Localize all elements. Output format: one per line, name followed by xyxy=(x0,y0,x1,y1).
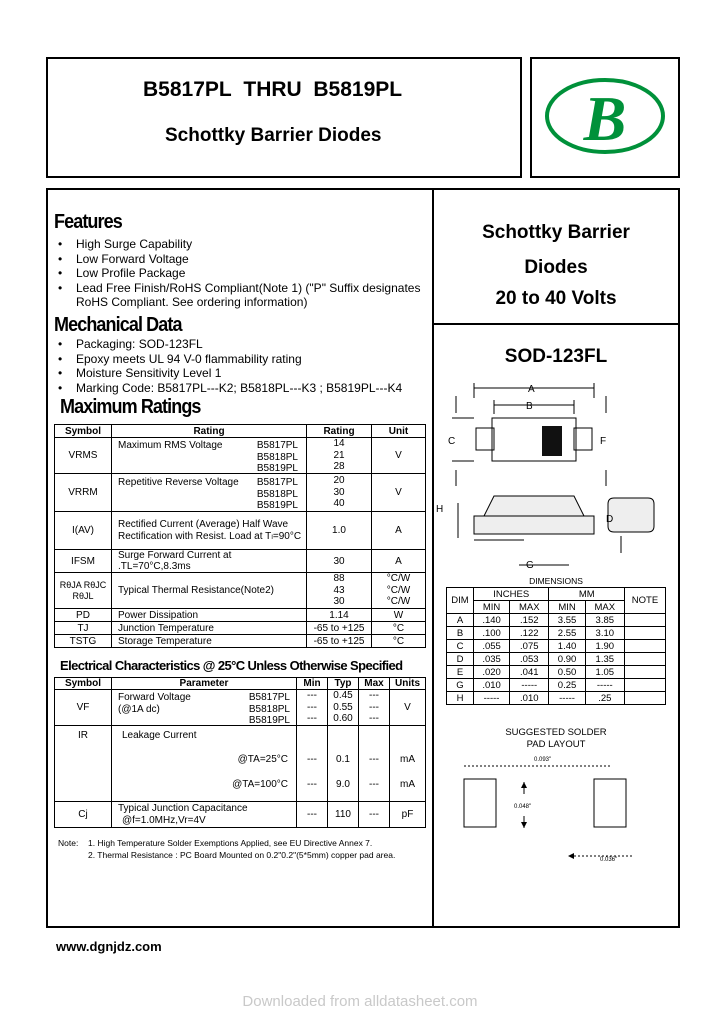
table-cell: V xyxy=(372,438,426,474)
table-cell: 30 xyxy=(307,550,372,573)
side-title-3: 20 to 40 Volts xyxy=(495,288,617,309)
table-cell: .055 xyxy=(474,640,510,653)
list-item: • Low Forward Voltage xyxy=(54,252,429,267)
table-cell: 9.0 xyxy=(336,779,350,790)
dimensions-caption: DIMENSIONS xyxy=(529,576,583,586)
table-cell: --- xyxy=(369,713,379,725)
table-cell: 0.50 xyxy=(549,666,585,679)
side-title-2: Diodes xyxy=(524,257,588,278)
table-cell: °C/W xyxy=(386,596,411,608)
table-cell: --- xyxy=(307,690,317,702)
table-header: MIN xyxy=(474,601,510,614)
table-cell: .075 xyxy=(510,640,549,653)
table-cell: 0.60 xyxy=(333,713,353,725)
table-cell: VRMS xyxy=(55,438,112,474)
table-cell: 0.45 xyxy=(333,690,353,702)
table-cell: --- xyxy=(307,754,317,765)
table-header: Symbol xyxy=(55,425,112,438)
table-cell: 3.85 xyxy=(585,614,624,627)
table-cell: V xyxy=(390,690,426,726)
list-item: • High Surge Capability xyxy=(54,237,429,252)
table-row xyxy=(55,573,426,609)
solder-dim-3: 0.036" xyxy=(600,857,618,863)
table-cell: B5817PL xyxy=(256,477,298,488)
table-cell: Rectified Current (Average) Half Wave Rectification with Resist. Load at Tₗ=90°C xyxy=(112,512,307,550)
table-cell: ----- xyxy=(549,692,585,705)
table-cell: Surge Forward Current at .TL=70°C,8.3ms xyxy=(112,550,307,573)
table-header: DIM xyxy=(447,588,474,614)
list-item: • Moisture Sensitivity Level 1 xyxy=(54,366,429,381)
table-cell: B5817PL xyxy=(248,692,290,703)
table-header: Rating xyxy=(112,425,307,438)
table-cell: A xyxy=(372,512,426,550)
table-cell: E xyxy=(447,666,474,679)
mechanical-list xyxy=(54,337,429,395)
logo-letter: B xyxy=(583,83,627,154)
table-cell: .053 xyxy=(510,653,549,666)
table-row xyxy=(55,635,426,648)
table-cell: 0.90 xyxy=(549,653,585,666)
package-drawing xyxy=(434,378,678,578)
table-cell: --- xyxy=(369,701,379,713)
table-cell: 110 xyxy=(328,802,359,828)
table-cell: G xyxy=(447,679,474,692)
solder-title-2: PAD LAYOUT xyxy=(526,739,586,750)
table-header: MIN xyxy=(549,601,585,614)
table-cell: Power Dissipation xyxy=(112,609,307,622)
table-cell: 21 xyxy=(333,449,345,461)
table-cell: --- xyxy=(307,701,317,713)
table-cell: °C xyxy=(372,622,426,635)
table-header: Units xyxy=(390,678,426,690)
table-cell: Junction Temperature xyxy=(112,622,307,635)
list-item: • Epoxy meets UL 94 V-0 flammability rating xyxy=(54,352,429,367)
dimensions-table xyxy=(446,587,666,705)
table-cell: ----- xyxy=(585,679,624,692)
table-row xyxy=(447,640,666,653)
cathode-band xyxy=(542,426,562,456)
table-cell: 1.40 xyxy=(549,640,585,653)
table-cell: .010 xyxy=(510,692,549,705)
table-cell: 40 xyxy=(333,498,345,510)
table-row xyxy=(447,614,666,627)
table-cell: 1.0 xyxy=(307,512,372,550)
table-header: Min xyxy=(297,678,328,690)
company-logo xyxy=(544,77,666,155)
table-cell: B5819PL xyxy=(256,500,298,511)
table-cell: VRRM xyxy=(55,474,112,512)
list-item: • Lead Free Finish/RoHS Compliant(Note 1) ("P" Suffix designates RoHS Compliant. See ordering information) xyxy=(54,281,429,310)
table-cell: RθJA RθJC RθJL xyxy=(55,573,112,609)
table-cell: TJ xyxy=(55,622,112,635)
table-cell: pF xyxy=(390,802,426,828)
table-header: MAX xyxy=(585,601,624,614)
list-item: • Marking Code: B5817PL---K2; B5818PL---K3 ; B5819PL---K4 xyxy=(54,381,429,396)
label-a: A xyxy=(528,384,535,395)
table-cell: --- xyxy=(369,754,379,765)
list-item: • Low Profile Package xyxy=(54,266,429,281)
solder-title-1: SUGGESTED SOLDER xyxy=(505,727,607,738)
features-list xyxy=(54,237,429,310)
table-row xyxy=(55,550,426,573)
table-cell: B xyxy=(447,627,474,640)
table-cell: 20 xyxy=(333,475,345,487)
table-cell: .035 xyxy=(474,653,510,666)
table-cell: -65 to +125 xyxy=(307,635,372,648)
label-f: F xyxy=(600,436,607,447)
table-cell: °C/W xyxy=(386,573,411,585)
table-cell: V xyxy=(372,474,426,512)
label-g: G xyxy=(526,560,534,571)
table-cell: ----- xyxy=(510,679,549,692)
header-title-box xyxy=(46,57,522,178)
table-cell: --- xyxy=(369,779,379,790)
table-header: MM xyxy=(549,588,625,601)
table-row xyxy=(55,512,426,550)
table-cell: @f=1.0MHz,Vr=4V xyxy=(122,814,206,826)
table-cell: Forward Voltage xyxy=(118,692,191,703)
note-2: 2. Thermal Resistance : PC Board Mounted on 0.2"0.2"(5*5mm) copper pad area. xyxy=(88,850,396,860)
table-cell: °C/W xyxy=(386,584,411,596)
table-cell: @TA=25°C xyxy=(237,754,288,765)
table-cell: .25 xyxy=(585,692,624,705)
part-range-title: B5817PL THRU B5819PL xyxy=(143,78,403,101)
side-title-1: Schottky Barrier xyxy=(482,222,630,243)
table-cell: mA xyxy=(400,754,415,765)
table-cell: .122 xyxy=(510,627,549,640)
table-row xyxy=(55,690,426,726)
table-cell: A xyxy=(447,614,474,627)
table-cell: 0.25 xyxy=(549,679,585,692)
table-header: Parameter xyxy=(112,678,297,690)
table-cell: B5819PL xyxy=(256,463,298,474)
table-row xyxy=(447,666,666,679)
table-cell: 3.55 xyxy=(549,614,585,627)
package-title: SOD-123FL xyxy=(504,346,608,367)
table-cell: .010 xyxy=(474,679,510,692)
table-cell: D xyxy=(447,653,474,666)
table-cell: Storage Temperature xyxy=(112,635,307,648)
table-cell: IR xyxy=(55,726,112,802)
table-cell: 43 xyxy=(333,584,345,596)
table-cell: 1.14 xyxy=(307,609,372,622)
table-header: Symbol xyxy=(55,678,112,690)
table-cell: .041 xyxy=(510,666,549,679)
table-header: NOTE xyxy=(625,588,666,614)
table-row xyxy=(447,653,666,666)
table-header: Typ xyxy=(328,678,359,690)
table-cell: 0.1 xyxy=(336,754,350,765)
table-cell: Repetitive Reverse Voltage xyxy=(118,477,239,488)
table-cell: 0.55 xyxy=(333,701,353,713)
table-cell: PD xyxy=(55,609,112,622)
table-header: Unit xyxy=(372,425,426,438)
table-cell: --- xyxy=(307,713,317,725)
table-cell: TSTG xyxy=(55,635,112,648)
table-cell: .020 xyxy=(474,666,510,679)
table-header: INCHES xyxy=(474,588,549,601)
table-cell: C xyxy=(447,640,474,653)
solder-pad-drawing xyxy=(434,752,678,872)
table-row xyxy=(55,609,426,622)
table-header: Max xyxy=(359,678,390,690)
table-cell: Typical Junction Capacitance xyxy=(118,803,248,814)
label-c: C xyxy=(448,436,456,447)
label-h: H xyxy=(436,504,444,515)
table-cell: --- xyxy=(307,779,317,790)
table-cell: IFSM xyxy=(55,550,112,573)
notes-label: Note: xyxy=(58,838,79,848)
table-row xyxy=(55,726,426,802)
table-header: MAX xyxy=(510,601,549,614)
table-cell: B5818PL xyxy=(248,703,290,715)
electrical-heading: Electrical Characteristics @ 25°C Unless Otherwise Specified xyxy=(60,658,403,673)
mechanical-heading: Mechanical Data xyxy=(54,314,182,336)
watermark: Downloaded from alldatasheet.com xyxy=(242,993,478,1010)
table-cell: -65 to +125 xyxy=(307,622,372,635)
table-cell: B5818PL xyxy=(256,488,298,500)
note-1: 1. High Temperature Solder Exemptions Applied, see EU Directive Annex 7. xyxy=(88,838,373,848)
table-cell: B5819PL xyxy=(248,715,290,726)
table-cell: 2.55 xyxy=(549,627,585,640)
table-row xyxy=(55,802,426,828)
table-cell: VF xyxy=(55,690,112,726)
table-row xyxy=(55,438,426,474)
table-cell: H xyxy=(447,692,474,705)
table-cell: .140 xyxy=(474,614,510,627)
table-cell: A xyxy=(372,550,426,573)
solder-dim-1: 0.093" xyxy=(534,757,552,763)
table-cell: 28 xyxy=(333,461,345,473)
table-cell: Leakage Current xyxy=(122,730,197,741)
table-cell: --- xyxy=(359,802,390,828)
label-b: B xyxy=(526,401,533,412)
table-cell: --- xyxy=(297,802,328,828)
table-cell: 88 xyxy=(333,573,345,585)
table-cell: Cj xyxy=(55,802,112,828)
list-item: • Packaging: SOD-123FL xyxy=(54,337,429,352)
max-ratings-table xyxy=(54,424,426,648)
features-heading: Features xyxy=(54,211,122,233)
table-row xyxy=(55,622,426,635)
footer-url[interactable]: www.dgnjdz.com xyxy=(56,939,162,954)
table-cell: B5817PL xyxy=(256,440,298,451)
table-row xyxy=(55,474,426,512)
table-cell: .100 xyxy=(474,627,510,640)
table-cell: --- xyxy=(369,690,379,702)
table-cell: @TA=100°C xyxy=(232,779,288,790)
table-cell: W xyxy=(372,609,426,622)
table-cell: B5818PL xyxy=(256,451,298,463)
electrical-table xyxy=(54,677,426,828)
table-cell: 1.90 xyxy=(585,640,624,653)
table-cell: ----- xyxy=(474,692,510,705)
table-cell: 14 xyxy=(333,438,345,450)
solder-dim-2: 0.048" xyxy=(514,804,532,810)
table-row xyxy=(447,679,666,692)
table-header: Rating xyxy=(307,425,372,438)
label-d: D xyxy=(606,514,614,525)
table-cell: 1.05 xyxy=(585,666,624,679)
table-cell: (@1A dc) xyxy=(118,703,160,715)
table-cell: I(AV) xyxy=(55,512,112,550)
table-cell: °C xyxy=(372,635,426,648)
table-cell: .152 xyxy=(510,614,549,627)
table-cell: 30 xyxy=(333,596,345,608)
table-row xyxy=(447,627,666,640)
table-cell: 3.10 xyxy=(585,627,624,640)
table-cell: Typical Thermal Resistance(Note2) xyxy=(112,573,307,609)
table-cell: Maximum RMS Voltage xyxy=(118,440,223,451)
page-subtitle: Schottky Barrier Diodes xyxy=(165,125,382,146)
table-cell: 30 xyxy=(333,486,345,498)
table-cell: 1.35 xyxy=(585,653,624,666)
table-cell: mA xyxy=(400,779,415,790)
side-divider xyxy=(434,323,678,325)
table-row xyxy=(447,692,666,705)
max-ratings-heading: Maximum Ratings xyxy=(60,396,201,418)
